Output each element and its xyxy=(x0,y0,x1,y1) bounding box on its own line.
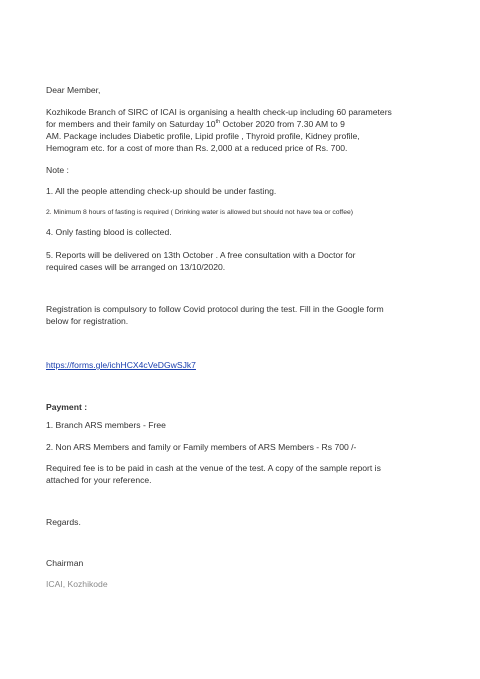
intro-line-2-rest: October 2020 from 7.30 AM to 9 xyxy=(220,119,345,129)
intro-line-1: Kozhikode Branch of SIRC of ICAI is organising a health check-up including 60 parameters xyxy=(46,107,392,117)
payment-heading: Payment : xyxy=(46,402,88,412)
note-item-5-line-2: required cases will be arranged on 13/10/2020. xyxy=(46,262,226,272)
signatory-title: Chairman xyxy=(46,558,84,568)
note-heading: Note : xyxy=(46,165,69,175)
intro-line-2-text: for members and their family on Saturday 10 xyxy=(46,119,216,129)
note-item-4: 4. Only fasting blood is collected. xyxy=(46,227,172,237)
date-superscript: th xyxy=(215,119,221,126)
intro-line-4: Hemogram etc. for a cost of more than Rs. 2,000 at a reduced price of Rs. 700. xyxy=(46,143,348,153)
intro-line-3: AM. Package includes Diabetic profile, Lipid profile , Thyroid profile, Kidney profile, xyxy=(46,131,360,141)
payment-item-2: 2. Non ARS Members and family or Family members of ARS Members - Rs 700 /- xyxy=(46,442,357,452)
signatory-org: ICAI, Kozhikode xyxy=(46,579,108,589)
fee-line-2: attached for your reference. xyxy=(46,475,152,485)
note-item-5-line-1: 5. Reports will be delivered on 13th October . A free consultation with a Doctor for xyxy=(46,250,356,260)
intro-line-2 xyxy=(46,118,345,130)
note-item-2: 2. Minimum 8 hours of fasting is required ( Drinking water is allowed but should not have tea or coffee) xyxy=(46,209,354,216)
registration-line-1: Registration is compulsory to follow Covid protocol during the test. Fill in the Google form xyxy=(46,304,384,314)
salutation: Dear Member, xyxy=(46,85,101,95)
registration-line-2: below for registration. xyxy=(46,316,129,326)
google-form-link[interactable]: https://forms.gle/ichHCX4cVeDGwSJk7 xyxy=(46,360,196,370)
closing: Regards. xyxy=(46,517,81,527)
note-item-1: 1. All the people attending check-up should be under fasting. xyxy=(46,186,277,196)
fee-line-1: Required fee is to be paid in cash at the venue of the test. A copy of the sample report is xyxy=(46,463,381,473)
payment-item-1: 1. Branch ARS members - Free xyxy=(46,420,166,430)
